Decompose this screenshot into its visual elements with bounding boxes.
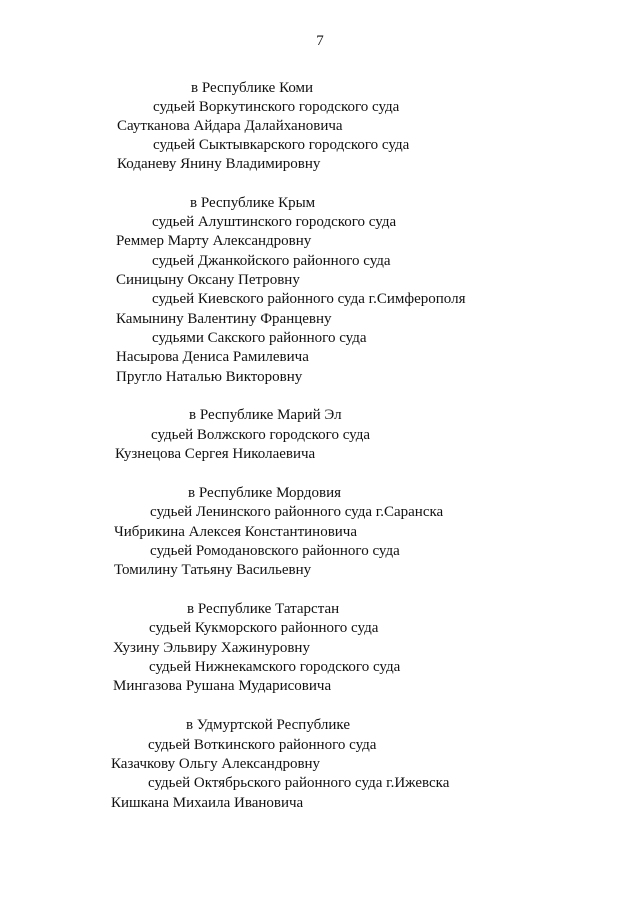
person-name: Коданеву Янину Владимировну: [117, 156, 321, 172]
person-name: Кузнецова Сергея Николаевича: [115, 446, 316, 462]
court-line: судьей Ромодановского районного суда: [150, 543, 400, 559]
person-name: Синицыну Оксану Петровну: [116, 272, 300, 288]
court-line: судьей Воткинского районного суда: [148, 737, 377, 753]
person-name: Томилину Татьяну Васильевну: [114, 562, 312, 578]
court-line: судьей Кукморского районного суда: [149, 620, 379, 636]
person-name: Реммер Марту Александровну: [116, 233, 312, 249]
court-line: судьей Волжского городского суда: [151, 427, 371, 443]
court-line: судьей Алуштинского городского суда: [152, 214, 397, 230]
court-line: судьей Воркутинского городского суда: [153, 99, 400, 115]
region-heading-tatarstan: в Республике Татарстан: [187, 601, 340, 617]
person-name: Насырова Дениса Рамилевича: [116, 349, 309, 365]
person-name: Пругло Наталью Викторовну: [116, 369, 303, 385]
person-name: Казачкову Ольгу Александровну: [111, 756, 321, 772]
court-line: судьей Нижнекамского городского суда: [149, 659, 401, 675]
court-line: судьями Сакского районного суда: [152, 330, 367, 346]
region-heading-komi: в Республике Коми: [191, 80, 314, 96]
court-line: судьей Киевского районного суда г.Симферополя: [152, 291, 466, 307]
person-name: Мингазова Рушана Мударисовича: [113, 678, 332, 694]
region-heading-mari-el: в Республике Марий Эл: [189, 407, 342, 423]
person-name: Камынину Валентину Францевну: [116, 311, 332, 327]
court-line: судьей Ленинского районного суда г.Саранска: [150, 504, 444, 520]
court-line: судьей Джанкойского районного суда: [152, 253, 391, 269]
person-name: Саутканова Айдара Далайхановича: [117, 118, 343, 134]
court-line: судьей Сыктывкарского городского суда: [153, 137, 410, 153]
region-heading-crimea: в Республике Крым: [190, 195, 316, 211]
court-line: судьей Октябрьского районного суда г.Ижевска: [148, 775, 450, 791]
person-name: Хузину Эльвиру Хажинуровну: [113, 640, 310, 656]
person-name: Чибрикина Алексея Константиновича: [114, 524, 358, 540]
region-heading-mordovia: в Республике Мордовия: [188, 485, 341, 501]
page-number: 7: [316, 33, 324, 49]
person-name: Кишкана Михаила Ивановича: [111, 795, 304, 811]
region-heading-udmurtia: в Удмуртской Республике: [186, 717, 350, 733]
